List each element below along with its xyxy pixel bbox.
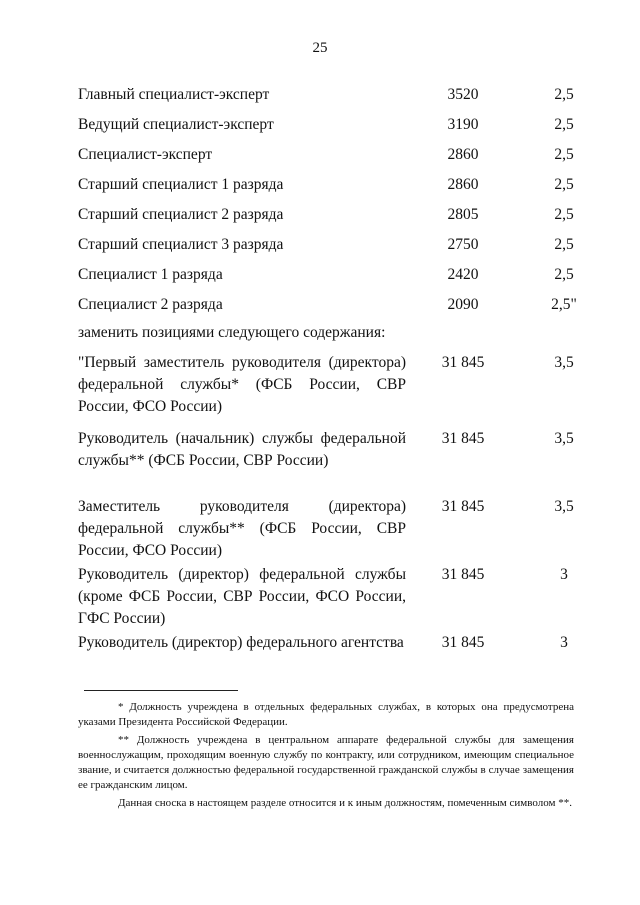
salary-value: 2860 <box>447 176 479 193</box>
position-title: Старший специалист 3 разряда <box>78 236 284 253</box>
coefficient-value: 2,5 <box>554 116 574 133</box>
coefficient-value: 2,5 <box>554 86 574 103</box>
coefficient-value: 2,5" <box>551 296 577 313</box>
position-title: Старший специалист 1 разряда <box>78 176 284 193</box>
position-title: Специалист 1 разряда <box>78 266 223 283</box>
salary-value: 31 845 <box>441 566 485 583</box>
coefficient-value: 3,5 <box>554 354 574 371</box>
salary-value: 3520 <box>447 86 479 103</box>
salary-value: 31 845 <box>441 634 485 651</box>
position-title: Руководитель (директор) федеральной службы (кроме ФСБ России, СВР России, ФСО России, ГФС России) <box>78 566 406 627</box>
salary-value: 31 845 <box>441 430 485 447</box>
position-title: Главный специалист-эксперт <box>78 86 270 103</box>
coefficient-value: 2,5 <box>554 146 574 163</box>
position-title: Руководитель (начальник) службы федеральной службы** (ФСБ России, СВР России) <box>78 430 406 469</box>
footnotes <box>78 700 574 814</box>
salary-value: 2805 <box>447 206 479 223</box>
position-title: "Первый заместитель руководителя (директора) федеральной службы* (ФСБ России, СВР России, ФСО России) <box>78 354 406 415</box>
position-title: Ведущий специалист-эксперт <box>78 116 274 133</box>
coefficient-value: 2,5 <box>554 266 574 283</box>
page-number: 25 <box>312 40 328 56</box>
salary-value: 2750 <box>447 236 479 253</box>
position-title: Специалист-эксперт <box>78 146 213 163</box>
salary-value: 31 845 <box>441 354 485 371</box>
footnote-separator <box>84 690 238 691</box>
coefficient-value: 2,5 <box>554 236 574 253</box>
coefficient-value: 3 <box>560 634 568 651</box>
position-title: Руководитель (директор) федерального агентства <box>78 634 404 651</box>
coefficient-value: 3,5 <box>554 498 574 515</box>
salary-value: 2420 <box>447 266 479 283</box>
salary-value: 2860 <box>447 146 479 163</box>
coefficient-value: 2,5 <box>554 206 574 223</box>
salary-value: 31 845 <box>441 498 485 515</box>
footnote: ** Должность учреждена в центральном аппарате федеральной службы для замещения военнослужащим, проходящим военную службу по контракту, или сотрудником, имеющим специальное звание, и считается должностью федеральной государственной гражданской службы в случае замещения ее гражданским лицом. <box>78 734 574 791</box>
coefficient-value: 2,5 <box>554 176 574 193</box>
position-title: Заместитель руководителя (директора) федеральной службы** (ФСБ России, СВР России, ФСО России) <box>78 498 406 559</box>
footnote: Данная сноска в настоящем разделе относится и к иным должностям, помеченным символом **. <box>118 797 572 809</box>
salary-value: 3190 <box>447 116 479 133</box>
coefficient-value: 3 <box>560 566 568 583</box>
replacement-intro-text: заменить позициями следующего содержания: <box>78 324 386 341</box>
salary-value: 2090 <box>447 296 479 313</box>
coefficient-value: 3,5 <box>554 430 574 447</box>
position-title: Специалист 2 разряда <box>78 296 223 313</box>
footnote: * Должность учреждена в отдельных федеральных службах, в которых она предусмотрена указами Президента Российской Федерации. <box>78 701 574 728</box>
position-title: Старший специалист 2 разряда <box>78 206 284 223</box>
